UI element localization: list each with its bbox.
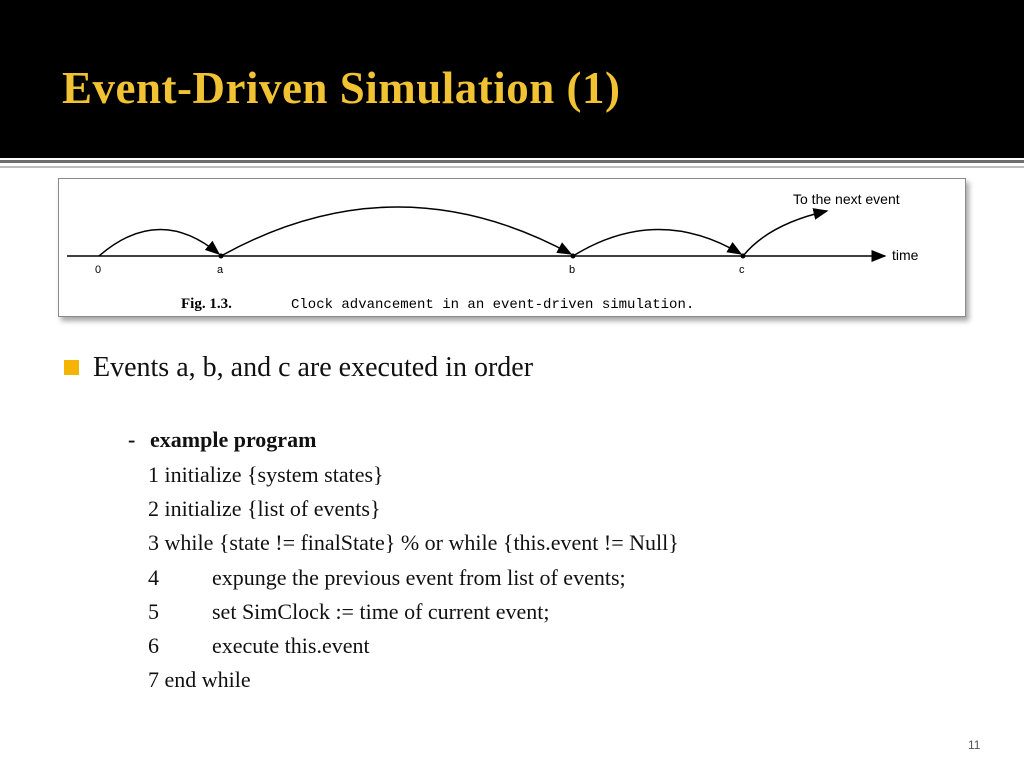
jump-a-to-b (221, 207, 571, 256)
code-line-text: execute this.event (212, 633, 370, 658)
program-heading-text: example program (150, 427, 317, 452)
timeline-diagram (59, 179, 965, 316)
code-line-3 (148, 530, 679, 556)
code-line-6 (148, 633, 370, 659)
code-line-5 (148, 599, 549, 625)
next-event-label: To the next event (793, 191, 900, 207)
divider-line (0, 160, 1024, 163)
code-line-text: while {state != finalState} % or while {this.event != Null} (159, 530, 679, 555)
slide-title: Event-Driven Simulation (1) (62, 63, 621, 113)
code-line-text: expunge the previous event from list of events; (212, 565, 626, 590)
program-heading (128, 427, 316, 453)
code-line-number: 4 (148, 565, 159, 590)
clock-advancement-figure (58, 178, 966, 317)
code-line-2 (148, 496, 381, 522)
code-line-number: 2 (148, 496, 159, 521)
code-line-number: 3 (148, 530, 159, 555)
program-dash: - (128, 427, 136, 452)
bullet-square-icon (64, 360, 79, 375)
bullet-text: Events a, b, and c are executed in order (93, 352, 534, 383)
point-label-b: b (569, 264, 576, 276)
code-line-text: end while (159, 667, 251, 692)
point-label-0: 0 (95, 264, 102, 276)
jump-b-to-c (573, 229, 741, 256)
jump-c-to-next (743, 211, 827, 256)
code-line-7 (148, 667, 251, 693)
code-line-number: 1 (148, 462, 159, 487)
event-dot-c (741, 254, 746, 259)
page-number: 11 (968, 738, 981, 752)
code-line-number: 7 (148, 667, 159, 692)
event-dot-a (219, 254, 224, 259)
figure-caption-text: Clock advancement in an event-driven simulation. (291, 297, 695, 313)
axis-label-time: time (892, 247, 919, 263)
figure-caption-prefix: Fig. 1.3. (181, 296, 232, 312)
code-line-number: 5 (148, 599, 159, 624)
point-label-a: a (217, 264, 224, 276)
code-line-4 (148, 565, 626, 591)
code-line-1 (148, 462, 384, 488)
divider-line-secondary (0, 166, 1024, 168)
title-bar (0, 0, 1024, 158)
code-line-number: 6 (148, 633, 159, 658)
code-line-text: initialize {system states} (159, 462, 384, 487)
event-dot-b (571, 254, 576, 259)
code-line-text: set SimClock := time of current event; (212, 599, 550, 624)
jump-0-to-a (99, 229, 219, 256)
code-line-text: initialize {list of events} (159, 496, 381, 521)
point-label-c: c (739, 264, 745, 276)
